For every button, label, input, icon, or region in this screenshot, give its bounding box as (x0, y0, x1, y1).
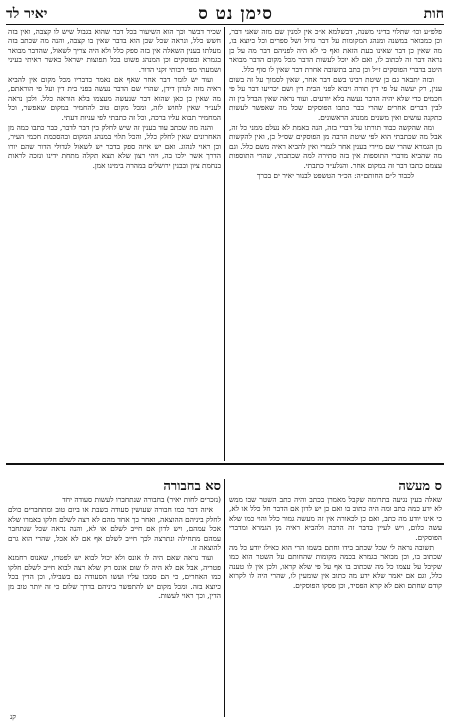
column-top-right (229, 27, 442, 461)
page-header (6, 2, 444, 25)
section-divider (6, 463, 444, 465)
paragraph: והנה מה שכתב עוד בענין זה שיש לחלק בין דבר לדבר, כבר כתבו כמה מן האחרונים שאין לחלק כלל, והכל תלוי במנהג המקום ובהסכמת חכמי העיר, וכן ראוי לנהוג. ואם יש איזה ספק בדבר יש לשאול לגדולי הדור שהם יורו הדרך אשר ילכו בה, ויהי רצון שלא תצא תקלה מתחת ידינו ונזכה לראות בנחמת ציון ובבנין ירושלים במהרה בימינו אמן. (8, 123, 221, 170)
header-section-title: סימן נט ס (198, 4, 273, 24)
column-divider (224, 27, 225, 461)
section-heading: ס מעשה (398, 479, 442, 494)
column-bottom-right (229, 479, 442, 717)
paragraph: ועוד יש לומר דבר אחר שאף אם נאמר כדבריו מכל מקום אין להביא ראיה מזה לנדון דידן, שהרי שם הדבר נעשה בפני בית דין ועל פי הוראתם, מה שאין כן כאן שהוא דבר שנעשה מעצמו בלא הוראה כלל. ולכן נראה לענ״ד שאין לחוש לזה, ומכל מקום טוב להחמיר במקום שאפשר, וכל המחמיר תבוא עליו ברכה, וכל זה כתבתי לפי עניות דעתי. (8, 75, 221, 122)
paragraph: שאלה בעין נגיעה בתרומה שקבל מאמרן בכתב והיה כתב השטר שבו ממש לא ידע כמה כתב ומה היה כתוב בו ואם כן יש לדון אם הדבר חל כלל או לא, כי אינו יודע מה כתב, ואם כן לכאורה אין זה מעשה גמור כלל והוי כמו שלא עשה כלום, ויש לעיין בדבר זה הרבה ולהביא ראיה מן הגמרא ומדברי הפוסקים. (229, 495, 442, 542)
closing-line: לכבוד ל״ם החותם״ה: הכ״ד הטשפט לבנור יאיר ים בכרך (256, 171, 415, 181)
column-divider (224, 479, 225, 717)
paragraph: ומה שהקשה כבוד תורתו על דברי בזה, הנה באמת לא נעלם ממני כל זה, אבל מה שכתבתי הוא לפי שיטת הרבה מן הפוסקים שס״ל כן, ואין להקשות מן הגמרא שהרי שם מיירי בענין אחר לגמרי ואין להביא ראיה משם כלל. וגם מה שהביא מדברי התוספות אין בזה סתירה למה שכתבתי, שהרי התוספות עצמם כתבו דבר זה במקום אחר. והנלע״ד כתבתי. (229, 123, 442, 170)
paragraph: ועוד נראה שאם היה לו אונס ולא יכול לבוא יש לפטרו, שאנוס רחמנא פטריה, אבל אם לא היה לו שום אונס רק שלא רצה לבוא חייב לשלם חלקו כמו האחרים, כי הם סמכו עליו ועשו הסעודה גם בשבילו, וכן הדין בכל כיוצא בזה. ומכל מקום יש להתפשר ביניהם בדרך שלום כי זה יותר טוב מן הדין, וכך ראוי לעשות. (8, 553, 221, 601)
column-bottom-left (8, 479, 221, 717)
column-top-left (8, 27, 221, 461)
header-page-number: יאיר לד (6, 6, 48, 22)
paragraph: ובזה יתבאר גם כן שיטת רבינו בשם דבר אחר, שאין לסמוך על זה בשום ענין, רק יעשה על פי דין תורה ויבוא לפני הבית דין ושם יכריעו דבר על פי חכמים כדי שלא יהיה הדבר נעשה בלא יודעים. ועוד נראה שאין הבדל בין זה לבין דברים אחרים שהרי כבר כתבו הפוסקים שכל מה שאפשר לעשות כתקנה עושים ואין משנים ממנהג הראשונים. (229, 75, 442, 122)
paragraph: (נזכרים לחות יאיר) בחבורה שנתחברו לעשות סעודה יחד (62, 495, 221, 504)
paragraph: איזה דבר כמו חבורה שעושין סעודה בשבת או ביום טוב ומתחברים כולם לחלק ביניהם ההוצאה, ואחר כך אחד מהם לא רצה לשלם חלקו באמרו שלא אכל עמהם, ויש לדון אם חייב לשלם או לא, והנה נראה שכל שנתחבר עמהם מתחילה ונתרצה לכך חייב לשלם אף אם לא אכל, שהרי הוא גרם להוצאה זו. (8, 505, 221, 553)
paragraph: פלפ״ע וכו׳ שתלוי בדיני משנה, דבשלמא א״כ אין למנין שם מזה שאני דבר, וכן כמבואר במשנה ומנהג המקומות על דבר גדול ושל ספרים וכל כיוצא בו, מה שאין כן דבר שאינו בעת הזאת ואף כי לא היה לפניהם דבר מה על כן נראה דבר זה לכתוב לו, ואם לא יוכל לעשות הדבר מכל מקום הדבר מבואר היטב בדברי הפוסקים ז״ל וכן כתב בתשובה אחרת דבר שאין לו סוף כלל. (229, 27, 442, 74)
page-footer-mark: קנ (10, 713, 17, 721)
header-book-title: חות (423, 6, 444, 22)
section-heading: סא בחבורה (163, 479, 221, 494)
paragraph: תשובה נראה לי שכל שכתב בידו וחתם בשמו הרי הוא כאילו יודע כל מה שכתוב בו, וכן מבואר בגמרא בכמה מקומות שהחותם על השטר הוא כמו שקיבל על עצמו כל מה שכתוב בו אף על פי שלא קראו, ולכן אין לו טענה כלל, וגם אם יאמר שלא ידע מה כתוב אין שומעין לו, שהרי היה לו לקרוא קודם שחתם ואם לא קרא הפסיד, וכן פסקו הפוסקים. (229, 543, 442, 590)
paragraph: שכיר דבשר וכך הוא השיעור בכל דבר שהוא בגבול שיש לו קצבה, ואין בזה חשש כלל, ונראה שכל שכן הוא בדבר שאין בו קצבה, והנה מה שכתב בזה מעלתו בענין השאלה אין בזה ספק כלל ולא היה צריך לשאול, שהדבר מבואר בגמרא ובפוסקים וכן המנהג פשוט בכל תפוצות ישראל כאשר ראיתי בעיני ושמעתי מפי רבותי זקני הדור. (8, 27, 221, 74)
